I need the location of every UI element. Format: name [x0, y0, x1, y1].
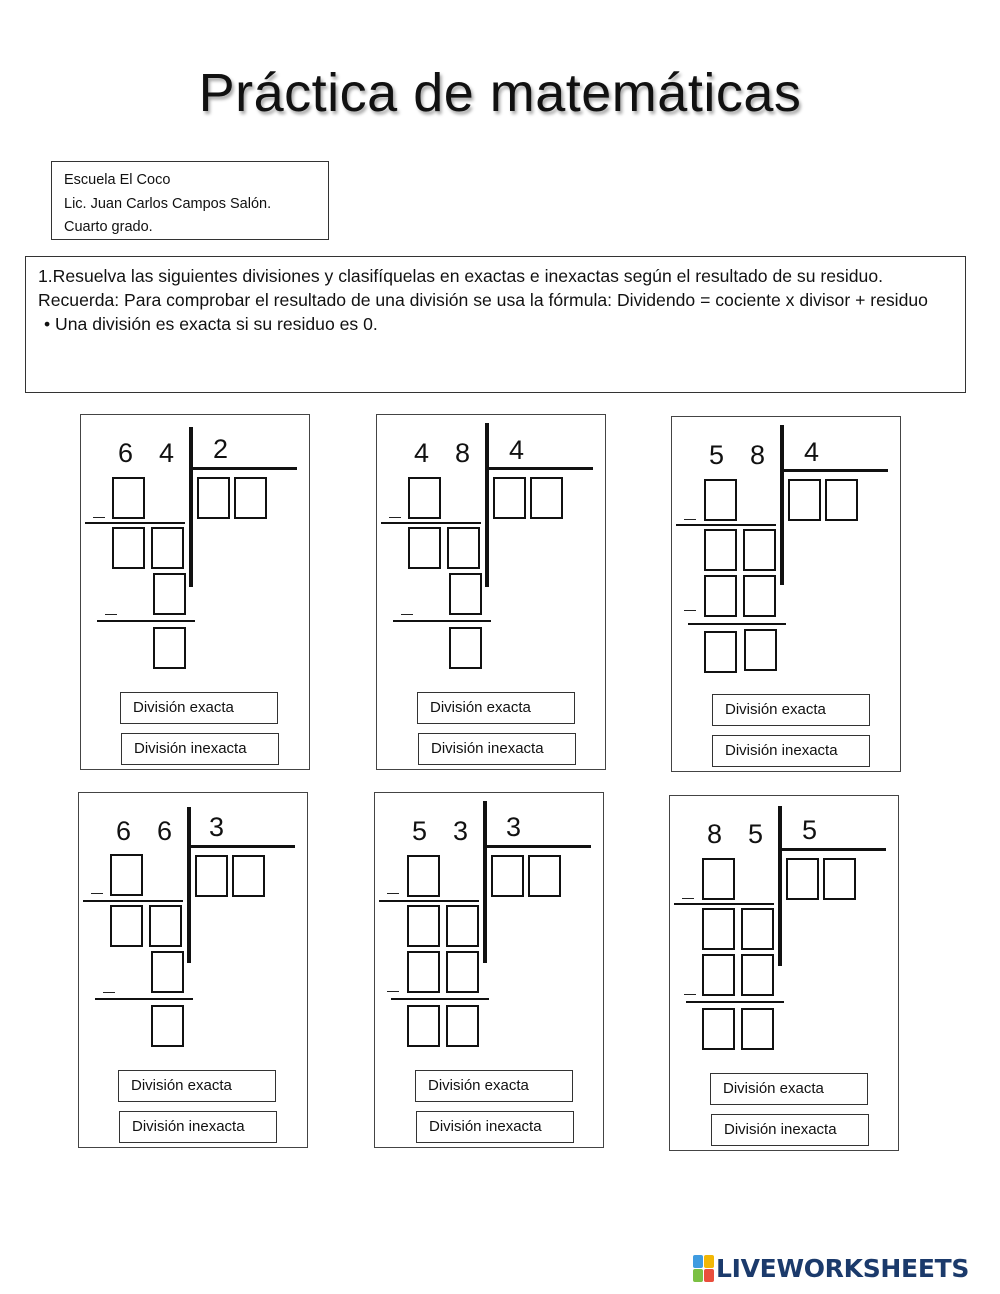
logo-square: [704, 1269, 714, 1282]
answer-box[interactable]: [704, 479, 737, 521]
school-name: Escuela El Coco: [64, 172, 171, 188]
division-card-2: [376, 414, 606, 770]
instruction-line-1: 1.Resuelva las siguientes divisiones y clasifíquelas en exactas e inexactas según el resultado de su residuo.: [38, 266, 883, 286]
answer-box[interactable]: [743, 575, 776, 617]
minus-sign: [401, 614, 413, 615]
division-bracket-horizontal: [483, 845, 591, 848]
minus-sign: [389, 517, 401, 518]
division-bracket-horizontal: [778, 848, 886, 851]
answer-box[interactable]: [704, 631, 737, 673]
instruction-line-2: Recuerda: Para comprobar el resultado de una división se usa la fórmula: Dividendo = cociente x divisor + residuo: [38, 290, 928, 311]
minus-sign: [387, 893, 399, 894]
subtraction-line: [379, 900, 479, 902]
division-card-1: [80, 414, 310, 770]
exact-option[interactable]: División exacta: [118, 1070, 276, 1102]
division-card-6: [669, 795, 899, 1151]
answer-box[interactable]: [153, 627, 186, 669]
dividend-digit-1: 4: [414, 438, 430, 468]
quotient-box[interactable]: [195, 855, 228, 897]
logo-square: [693, 1269, 703, 1282]
answer-box[interactable]: [702, 954, 735, 996]
answer-box[interactable]: [702, 858, 735, 900]
liveworksheets-logo-icon: [693, 1255, 713, 1281]
divisor-digit: 4: [804, 437, 820, 467]
minus-sign: [91, 893, 103, 894]
answer-box[interactable]: [151, 1005, 184, 1047]
answer-box[interactable]: [446, 951, 479, 993]
subtraction-line: [85, 522, 185, 524]
minus-sign: [105, 614, 117, 615]
dividend-digit-2: 6: [157, 816, 173, 846]
grade-label: Cuarto grado.: [64, 219, 153, 235]
answer-box[interactable]: [744, 629, 777, 671]
quotient-box[interactable]: [528, 855, 561, 897]
logo-square: [693, 1255, 703, 1268]
dividend-digit-2: 4: [159, 438, 175, 468]
dividend-digit-2: 5: [748, 819, 764, 849]
answer-box[interactable]: [407, 951, 440, 993]
answer-box[interactable]: [112, 477, 145, 519]
dividend-digit-1: 6: [118, 438, 134, 468]
divisor-digit: 3: [209, 812, 225, 842]
dividend-digit-1: 8: [707, 819, 723, 849]
answer-box[interactable]: [407, 1005, 440, 1047]
inexact-option[interactable]: División inexacta: [418, 733, 576, 765]
divisor-digit: 5: [802, 815, 818, 845]
quotient-box[interactable]: [234, 477, 267, 519]
subtraction-line: [83, 900, 183, 902]
minus-sign: [684, 519, 696, 520]
minus-sign: [682, 898, 694, 899]
answer-box[interactable]: [151, 951, 184, 993]
exact-option[interactable]: División exacta: [415, 1070, 573, 1102]
subtraction-line: [391, 998, 489, 1000]
quotient-box[interactable]: [493, 477, 526, 519]
answer-box[interactable]: [408, 527, 441, 569]
teacher-name: Lic. Juan Carlos Campos Salón.: [64, 195, 272, 212]
exact-option[interactable]: División exacta: [417, 692, 575, 724]
division-bracket-vertical: [483, 801, 487, 963]
subtraction-line: [688, 623, 786, 625]
answer-box[interactable]: [449, 573, 482, 615]
answer-box[interactable]: [702, 908, 735, 950]
answer-box[interactable]: [153, 573, 186, 615]
liveworksheets-logo[interactable]: [693, 1252, 969, 1284]
exact-option[interactable]: División exacta: [712, 694, 870, 726]
division-bracket-vertical: [189, 427, 193, 587]
division-bracket-horizontal: [780, 469, 888, 472]
inexact-option[interactable]: División inexacta: [121, 733, 279, 765]
minus-sign: [684, 994, 696, 995]
division-bracket-vertical: [485, 423, 489, 587]
page-title: Práctica de matemáticas: [198, 63, 802, 123]
subtraction-line: [686, 1001, 784, 1003]
subtraction-line: [393, 620, 491, 622]
dividend-digit-1: 6: [116, 816, 132, 846]
minus-sign: [103, 992, 115, 993]
answer-box[interactable]: [110, 854, 143, 896]
exact-option[interactable]: División exacta: [710, 1073, 868, 1105]
division-bracket-vertical: [780, 425, 784, 585]
exact-option[interactable]: División exacta: [120, 692, 278, 724]
answer-box[interactable]: [449, 627, 482, 669]
dividend-digit-1: 5: [412, 816, 428, 846]
inexact-option[interactable]: División inexacta: [416, 1111, 574, 1143]
subtraction-line: [97, 620, 195, 622]
quotient-box[interactable]: [823, 858, 856, 900]
division-bracket-horizontal: [485, 467, 593, 470]
inexact-option[interactable]: División inexacta: [119, 1111, 277, 1143]
answer-box[interactable]: [741, 954, 774, 996]
quotient-box[interactable]: [530, 477, 563, 519]
division-bracket-vertical: [778, 806, 782, 966]
answer-box[interactable]: [446, 1005, 479, 1047]
logo-square: [704, 1255, 714, 1268]
answer-box[interactable]: [704, 575, 737, 617]
answer-box[interactable]: [704, 529, 737, 571]
divisor-digit: 3: [506, 812, 522, 842]
school-info-box: [51, 161, 329, 240]
quotient-box[interactable]: [825, 479, 858, 521]
quotient-box[interactable]: [197, 477, 230, 519]
dividend-digit-2: 8: [455, 438, 471, 468]
inexact-option[interactable]: División inexacta: [711, 1114, 869, 1146]
dividend-digit-2: 8: [750, 440, 766, 470]
divisor-digit: 2: [213, 434, 229, 464]
divisor-digit: 4: [509, 435, 525, 465]
subtraction-line: [674, 903, 774, 905]
answer-box[interactable]: [446, 905, 479, 947]
answer-box[interactable]: [702, 1008, 735, 1050]
inexact-option[interactable]: División inexacta: [712, 735, 870, 767]
division-bracket-vertical: [187, 807, 191, 963]
answer-box[interactable]: [110, 905, 143, 947]
answer-box[interactable]: [149, 905, 182, 947]
division-card-5: [374, 792, 604, 1148]
subtraction-line: [381, 522, 481, 524]
answer-box[interactable]: [447, 527, 480, 569]
division-card-3: [671, 416, 901, 772]
quotient-box[interactable]: [232, 855, 265, 897]
answer-box[interactable]: [741, 908, 774, 950]
subtraction-line: [95, 998, 193, 1000]
division-bracket-horizontal: [187, 845, 295, 848]
quotient-box[interactable]: [786, 858, 819, 900]
answer-box[interactable]: [407, 855, 440, 897]
liveworksheets-logo-text: LIVEWORKSHEETS: [716, 1253, 970, 1283]
minus-sign: [387, 991, 399, 992]
answer-box[interactable]: [112, 527, 145, 569]
minus-sign: [93, 517, 105, 518]
answer-box[interactable]: [151, 527, 184, 569]
subtraction-line: [676, 524, 776, 526]
division-card-4: [78, 792, 308, 1148]
quotient-box[interactable]: [491, 855, 524, 897]
answer-box[interactable]: [741, 1008, 774, 1050]
answer-box[interactable]: [743, 529, 776, 571]
instruction-line-3: • Una división es exacta si su residuo es 0.: [44, 314, 378, 335]
answer-box[interactable]: [407, 905, 440, 947]
answer-box[interactable]: [408, 477, 441, 519]
minus-sign: [684, 610, 696, 611]
division-bracket-horizontal: [189, 467, 297, 470]
instructions-box: [25, 256, 966, 393]
dividend-digit-1: 5: [709, 440, 725, 470]
dividend-digit-2: 3: [453, 816, 469, 846]
quotient-box[interactable]: [788, 479, 821, 521]
